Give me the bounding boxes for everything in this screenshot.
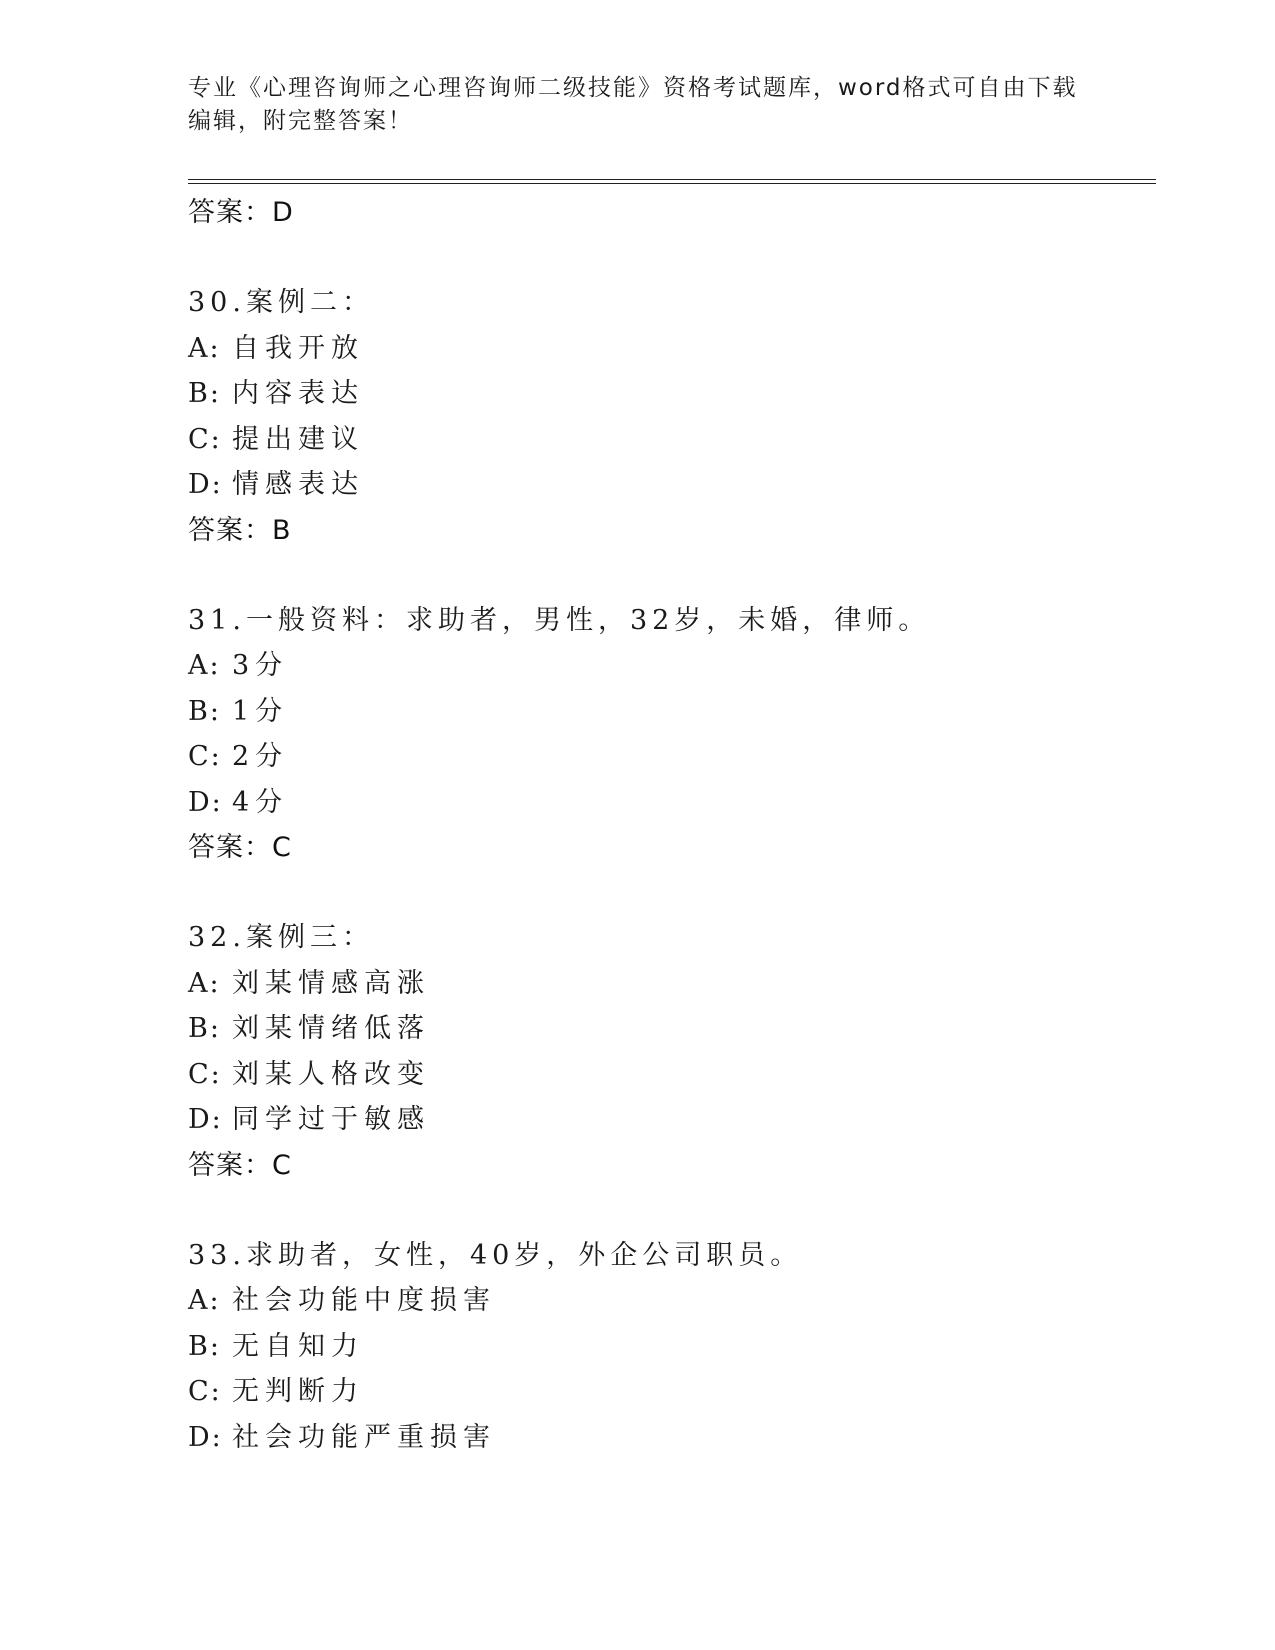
option-d (188, 780, 1148, 826)
document-header (188, 72, 1088, 138)
option-label: C: (188, 1058, 222, 1090)
option-c (188, 417, 1148, 463)
answer-line: 答案：C (188, 1149, 292, 1181)
question-title: 30.案例二： (188, 287, 374, 318)
option-b (188, 371, 1148, 417)
question-list (188, 190, 1148, 1460)
question-title: 33.求助者，女性，40岁，外企公司职员。 (188, 1239, 803, 1271)
option-text: 社会功能中度损害 (232, 1285, 496, 1316)
option-a (188, 643, 1148, 689)
answer-line: 答案：C (188, 832, 292, 863)
option-label: D: (188, 1421, 223, 1453)
option-c (188, 734, 1148, 780)
spacer (188, 554, 1148, 598)
option-d (188, 1097, 1148, 1143)
option-text: 刘某情绪低落 (232, 1013, 430, 1044)
option-text: 同学过于敏感 (232, 1104, 430, 1135)
option-text: 社会功能严重损害 (232, 1421, 496, 1453)
spacer (188, 1189, 1148, 1233)
option-label: A: (188, 967, 221, 999)
spacer (188, 236, 1148, 280)
option-d (188, 1415, 1148, 1461)
option-text: 情感表达 (232, 469, 364, 500)
option-c (188, 1369, 1148, 1415)
question-32 (188, 915, 1148, 1189)
option-b (188, 689, 1148, 735)
option-label: C: (188, 1376, 222, 1407)
option-label: C: (188, 741, 222, 772)
question-30 (188, 280, 1148, 554)
option-text: 内容表达 (232, 378, 364, 409)
option-label: D: (188, 469, 223, 500)
option-text: 2分 (232, 741, 289, 772)
option-b (188, 1006, 1148, 1052)
spacer (188, 871, 1148, 915)
option-text: 1分 (232, 695, 289, 727)
option-a (188, 1278, 1148, 1324)
option-d (188, 462, 1148, 508)
header-divider-bottom (188, 183, 1156, 184)
option-label: B: (188, 378, 221, 409)
option-label: A: (188, 650, 221, 681)
answer-line: 答案：B (188, 514, 292, 546)
option-text: 刘某情感高涨 (232, 967, 430, 999)
header-line-2: 编辑，附完整答案！ (188, 108, 413, 134)
question-title: 32.案例三： (188, 922, 374, 953)
option-text: 3分 (232, 650, 289, 681)
option-label: D: (188, 786, 223, 818)
option-a (188, 961, 1148, 1007)
option-label: B: (188, 1013, 221, 1044)
option-text: 刘某人格改变 (232, 1058, 430, 1090)
option-text: 4分 (232, 786, 289, 818)
option-text: 自我开放 (232, 332, 364, 364)
option-label: A: (188, 332, 221, 364)
option-text: 提出建议 (232, 423, 364, 455)
question-31 (188, 598, 1148, 872)
option-label: D: (188, 1104, 223, 1135)
option-text: 无判断力 (232, 1376, 364, 1407)
question-33 (188, 1233, 1148, 1461)
question-title: 31.一般资料：求助者，男性，32岁，未婚，律师。 (188, 604, 931, 636)
header-divider-top (188, 179, 1156, 180)
option-a (188, 326, 1148, 372)
option-text: 无自知力 (232, 1330, 364, 1362)
option-c (188, 1052, 1148, 1098)
option-label: C: (188, 423, 222, 455)
header-line-1: 专业《心理咨询师之心理咨询师二级技能》资格考试题库，word格式可自由下载 (188, 75, 1078, 101)
option-b (188, 1324, 1148, 1370)
option-label: B: (188, 695, 221, 727)
previous-answer: 答案：D (188, 197, 294, 228)
option-label: A: (188, 1285, 221, 1316)
option-label: B: (188, 1330, 221, 1362)
